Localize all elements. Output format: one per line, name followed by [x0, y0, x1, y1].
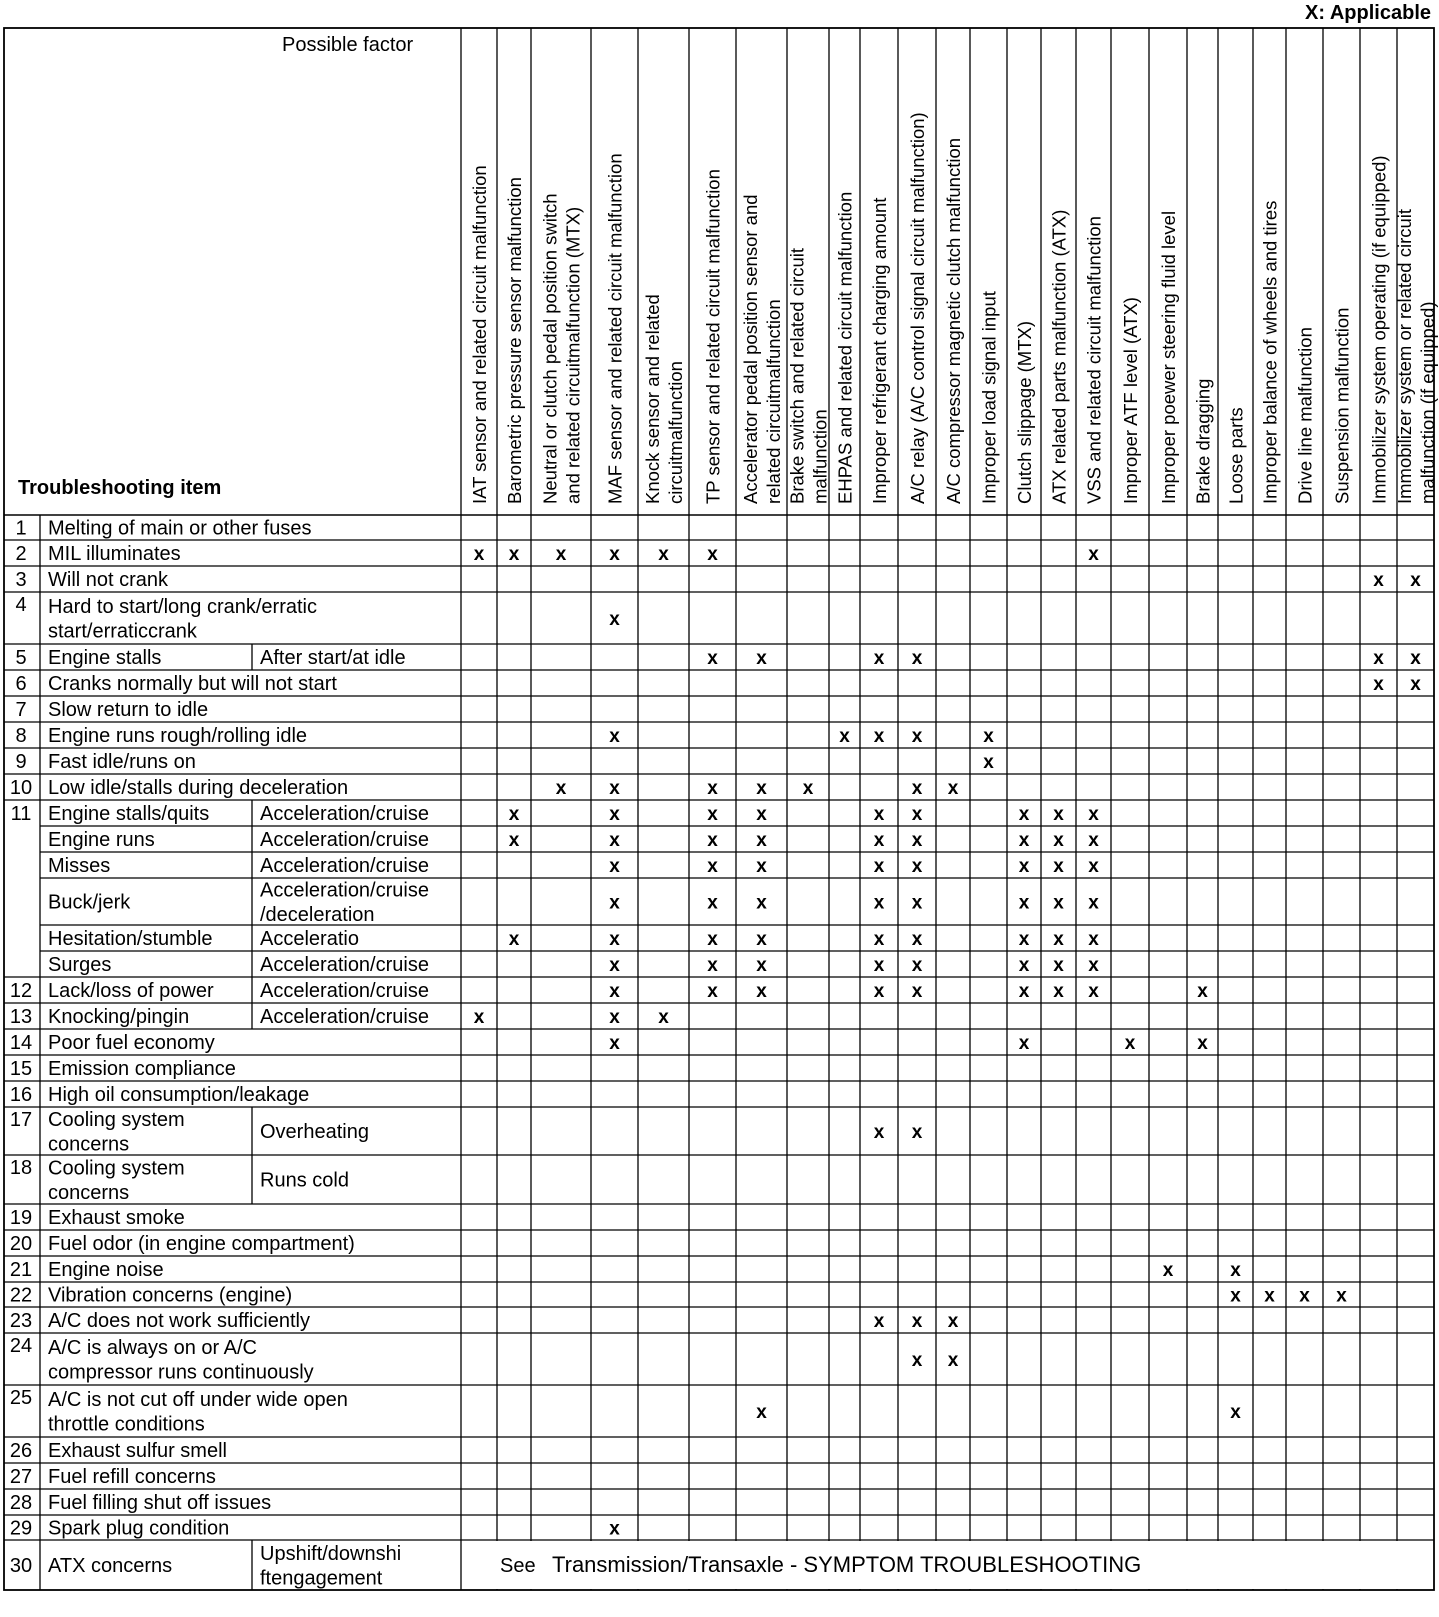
- troubleshooting-item: Knocking/pingin: [48, 1006, 190, 1028]
- factor-header: Improper ATF level (ATX): [1120, 297, 1141, 504]
- applicable-mark: x: [1373, 570, 1384, 591]
- row-number: 5: [15, 647, 27, 669]
- applicable-mark: x: [911, 804, 923, 825]
- applicable-mark: x: [983, 726, 994, 747]
- applicable-mark: x: [911, 1311, 923, 1332]
- applicable-mark: x: [1373, 648, 1384, 669]
- factor-header: VSS and related circuit malfunction: [1083, 216, 1105, 504]
- applicable-mark: x: [873, 981, 885, 1002]
- applicable-mark: x: [555, 778, 567, 799]
- row-number: 30: [9, 1555, 33, 1577]
- applicable-mark: x: [1088, 981, 1099, 1002]
- applicable-mark: x: [911, 1122, 923, 1143]
- applicable-mark: x: [473, 1007, 485, 1028]
- applicable-mark: x: [1018, 856, 1030, 877]
- applicable-mark: x: [756, 648, 767, 669]
- condition-text: Acceleration/cruise: [260, 879, 429, 902]
- applicable-mark: x: [609, 955, 620, 976]
- troubleshooting-item: throttle conditions: [48, 1413, 205, 1436]
- applicable-mark: x: [911, 929, 923, 950]
- factor-header: Drive line malfunction: [1294, 327, 1316, 504]
- applicable-mark: x: [1088, 544, 1099, 565]
- troubleshooting-item: Fuel refill concerns: [48, 1466, 216, 1488]
- applicable-mark: x: [1197, 1033, 1208, 1054]
- factor-header: malfunction (if equipped): [1417, 301, 1438, 504]
- factor-header: Brake switch and related circuit: [786, 247, 808, 504]
- factor-header: Improper poewer steering fluid level: [1158, 210, 1179, 504]
- troubleshooting-item: A/C is not cut off under wide open: [48, 1388, 348, 1411]
- troubleshooting-item: Hard to start/long crank/erratic: [48, 595, 317, 618]
- row-number: 3: [15, 569, 27, 591]
- applicable-mark: x: [508, 830, 520, 851]
- applicable-mark: x: [1088, 856, 1099, 877]
- row-number: 6: [15, 673, 27, 695]
- troubleshooting-item: Buck/jerk: [48, 891, 131, 914]
- applicable-mark: x: [609, 778, 620, 799]
- factor-header: Loose parts: [1225, 407, 1247, 504]
- applicable-mark: x: [911, 830, 923, 851]
- applicable-mark: x: [609, 1033, 620, 1054]
- row-number: 25: [9, 1387, 33, 1409]
- factor-header: Improper refrigerant charging amount: [869, 197, 890, 504]
- applicable-mark: x: [707, 981, 718, 1002]
- applicable-mark: x: [1124, 1033, 1136, 1054]
- troubleshooting-item: Fuel filling shut off issues: [48, 1492, 272, 1514]
- row-number: 19: [9, 1207, 33, 1229]
- factor-header: TP sensor and related circuit malfunction: [702, 169, 724, 504]
- row-number: 14: [9, 1032, 33, 1054]
- factor-header: Suspension malfunction: [1331, 307, 1353, 504]
- row-number: 7: [15, 699, 27, 721]
- factor-header: Knock sensor and related: [642, 294, 663, 504]
- row-number: 20: [9, 1233, 33, 1255]
- applicable-mark: x: [756, 778, 767, 799]
- factor-header: Brake dragging: [1192, 378, 1214, 504]
- applicable-mark: x: [1018, 804, 1030, 825]
- applicable-mark: x: [1053, 955, 1064, 976]
- applicable-mark: x: [1053, 856, 1064, 877]
- applicable-mark: x: [609, 1518, 620, 1540]
- troubleshooting-item: Fuel odor (in engine compartment): [48, 1233, 355, 1255]
- factor-header: malfunction: [809, 409, 831, 504]
- applicable-mark: x: [609, 1007, 620, 1028]
- applicable-mark: x: [911, 955, 923, 976]
- legend-applicable: X: Applicable: [1305, 2, 1431, 24]
- condition-text: /deceleration: [260, 903, 375, 926]
- factor-header: Improper balance of wheels and tires: [1259, 200, 1281, 504]
- applicable-mark: x: [1410, 570, 1421, 591]
- applicable-mark: x: [1088, 830, 1099, 851]
- factor-header: MAF sensor and related circuit malfunction: [604, 153, 626, 504]
- applicable-mark: x: [756, 830, 767, 851]
- row-number: 17: [9, 1109, 33, 1131]
- applicable-mark: x: [1230, 1285, 1241, 1307]
- applicable-mark: x: [555, 544, 567, 565]
- applicable-mark: x: [707, 955, 718, 976]
- troubleshooting-item: Engine noise: [48, 1259, 164, 1281]
- row-number: 15: [9, 1058, 33, 1080]
- applicable-mark: x: [947, 1311, 959, 1332]
- applicable-mark: x: [873, 1311, 885, 1332]
- row-number: 10: [9, 777, 33, 799]
- applicable-mark: x: [873, 804, 885, 825]
- condition-text: ftengagement: [260, 1567, 383, 1590]
- applicable-mark: x: [508, 804, 520, 825]
- factor-header: Immobilizer system or related circuit: [1394, 208, 1415, 504]
- applicable-mark: x: [756, 929, 767, 950]
- troubleshooting-item: Melting of main or other fuses: [48, 517, 312, 540]
- troubleshooting-item: Misses: [48, 855, 111, 877]
- row-number: 24: [9, 1335, 33, 1357]
- troubleshooting-item: Hesitation/stumble: [48, 928, 213, 950]
- applicable-mark: x: [508, 544, 520, 565]
- troubleshooting-item: Emission compliance: [48, 1058, 236, 1080]
- applicable-mark: x: [1018, 892, 1030, 914]
- row-number: 1: [15, 517, 27, 540]
- troubleshooting-item: Exhaust sulfur smell: [48, 1440, 227, 1462]
- row-number: 26: [9, 1440, 33, 1462]
- applicable-mark: x: [609, 544, 620, 565]
- troubleshooting-item: ATX concerns: [48, 1555, 173, 1577]
- troubleshooting-item: Cranks normally but will not start: [48, 673, 337, 695]
- row-number: 16: [9, 1084, 33, 1106]
- troubleshooting-item: Will not crank: [48, 569, 169, 591]
- condition-text: Acceleration/cruise: [260, 855, 429, 877]
- applicable-mark: x: [1373, 674, 1384, 695]
- row-number: 18: [9, 1157, 33, 1179]
- applicable-mark: x: [609, 609, 620, 630]
- troubleshooting-item: Engine stalls/quits: [48, 803, 210, 825]
- applicable-mark: x: [609, 830, 620, 851]
- row-number: 4: [15, 594, 27, 616]
- condition-text: Overheating: [260, 1121, 369, 1143]
- applicable-mark: x: [873, 1122, 885, 1143]
- row-number: 2: [15, 543, 27, 565]
- factor-header: related circuitmalfunction: [763, 299, 784, 504]
- applicable-mark: x: [1336, 1285, 1347, 1307]
- applicable-mark: x: [658, 544, 669, 565]
- applicable-mark: x: [1264, 1285, 1275, 1307]
- factor-header: ATX related parts malfunction (ATX): [1048, 209, 1070, 504]
- applicable-mark: x: [707, 892, 718, 914]
- factor-header: Immobilizer system operating (if equipped): [1368, 155, 1390, 504]
- factor-header: Improper load signal input: [978, 291, 1000, 504]
- applicable-mark: x: [609, 929, 620, 950]
- factor-header: Clutch slippage (MTX): [1014, 320, 1035, 504]
- troubleshooting-item: A/C does not work sufficiently: [48, 1310, 310, 1332]
- applicable-mark: x: [873, 726, 885, 747]
- applicable-mark: x: [873, 830, 885, 851]
- applicable-mark: x: [707, 778, 718, 799]
- troubleshooting-item: Surges: [48, 954, 112, 976]
- condition-text: Runs cold: [260, 1169, 349, 1192]
- applicable-mark: x: [707, 856, 718, 877]
- factor-header: Barometric pressure sensor malfunction: [504, 177, 525, 504]
- applicable-mark: x: [1088, 892, 1099, 914]
- applicable-mark: x: [1018, 955, 1030, 976]
- row-number: 29: [9, 1517, 33, 1540]
- troubleshooting-item: Engine runs: [48, 829, 155, 851]
- troubleshooting-item: Engine runs rough/rolling idle: [48, 725, 308, 747]
- applicable-mark: x: [756, 804, 767, 825]
- applicable-mark: x: [1018, 929, 1030, 950]
- applicable-mark: x: [911, 981, 923, 1002]
- applicable-mark: x: [707, 929, 718, 950]
- applicable-mark: x: [1088, 804, 1099, 825]
- applicable-mark: x: [756, 981, 767, 1002]
- troubleshooting-item: Poor fuel economy: [48, 1032, 215, 1054]
- applicable-mark: x: [707, 544, 718, 565]
- row-number: 27: [9, 1466, 33, 1488]
- condition-text: Acceleration/cruise: [260, 954, 429, 976]
- applicable-mark: x: [1230, 1260, 1241, 1281]
- row-number: 28: [9, 1492, 33, 1514]
- applicable-mark: x: [609, 981, 620, 1002]
- applicable-mark: x: [1053, 892, 1064, 914]
- applicable-mark: x: [873, 856, 885, 877]
- applicable-mark: x: [947, 778, 959, 799]
- row-number: 21: [9, 1259, 33, 1281]
- applicable-mark: x: [707, 830, 718, 851]
- factor-header: Accelerator pedal position sensor and: [740, 194, 761, 504]
- applicable-mark: x: [609, 856, 620, 877]
- applicable-mark: x: [1018, 830, 1030, 851]
- condition-text: After start/at idle: [260, 647, 406, 669]
- applicable-mark: x: [911, 648, 923, 669]
- row-number: 22: [9, 1284, 33, 1307]
- applicable-mark: x: [508, 929, 520, 950]
- condition-text: Acceleration/cruise: [260, 980, 429, 1002]
- applicable-mark: x: [1018, 1033, 1030, 1054]
- see-label: See: [500, 1555, 536, 1577]
- applicable-mark: x: [1053, 981, 1064, 1002]
- row-number: 23: [9, 1310, 33, 1332]
- applicable-mark: x: [839, 726, 850, 747]
- applicable-mark: x: [658, 1007, 669, 1028]
- factor-header: Neutral or clutch pedal position switch: [539, 193, 561, 504]
- applicable-mark: x: [707, 804, 718, 825]
- applicable-mark: x: [983, 752, 994, 773]
- applicable-mark: x: [1053, 830, 1064, 851]
- troubleshooting-item: Engine stalls: [48, 647, 162, 669]
- troubleshooting-item: Low idle/stalls during deceleration: [48, 777, 349, 799]
- condition-text: Acceleration/cruise: [260, 803, 429, 825]
- applicable-mark: x: [911, 778, 923, 799]
- applicable-mark: x: [802, 778, 814, 799]
- applicable-mark: x: [873, 929, 885, 950]
- factor-header: A/C compressor magnetic clutch malfunction: [943, 137, 964, 504]
- troubleshooting-item: Spark plug condition: [48, 1517, 230, 1540]
- applicable-mark: x: [911, 726, 923, 747]
- row-number: 8: [15, 725, 27, 747]
- condition-text: Acceleratio: [260, 928, 359, 950]
- applicable-mark: x: [911, 892, 923, 914]
- applicable-mark: x: [609, 726, 620, 747]
- troubleshooting-item: Cooling system: [48, 1157, 185, 1180]
- troubleshooting-item: concerns: [48, 1181, 130, 1204]
- applicable-mark: x: [1410, 648, 1421, 669]
- troubleshooting-item: Fast idle/runs on: [48, 751, 196, 773]
- troubleshooting-item: Vibration concerns (engine): [48, 1284, 293, 1307]
- troubleshooting-item: concerns: [48, 1133, 130, 1156]
- applicable-mark: x: [1088, 929, 1099, 950]
- applicable-mark: x: [1018, 981, 1030, 1002]
- applicable-mark: x: [873, 955, 885, 976]
- applicable-mark: x: [911, 856, 923, 877]
- row-number: 11: [10, 803, 32, 825]
- applicable-mark: x: [911, 1350, 923, 1371]
- factor-header: and related circuitmalfunction (MTX): [562, 206, 584, 504]
- applicable-mark: x: [473, 544, 485, 565]
- condition-text: Acceleration/cruise: [260, 829, 429, 851]
- row-number: 9: [15, 751, 27, 773]
- applicable-mark: x: [1053, 804, 1064, 825]
- applicable-mark: x: [707, 648, 718, 669]
- row-number: 13: [9, 1006, 33, 1028]
- applicable-mark: x: [756, 1402, 767, 1423]
- factor-header: A/C relay (A/C control signal circuit malfunction): [907, 112, 928, 504]
- factor-header: EHPAS and related circuit malfunction: [834, 191, 856, 504]
- see-reference: Transmission/Transaxle - SYMPTOM TROUBLESHOOTING: [552, 1552, 1142, 1577]
- factor-header: IAT sensor and related circuit malfunction: [469, 165, 490, 504]
- troubleshooting-item-label: Troubleshooting item: [18, 477, 222, 499]
- applicable-mark: x: [756, 856, 767, 877]
- troubleshooting-item: Cooling system: [48, 1108, 185, 1131]
- applicable-mark: x: [873, 892, 885, 914]
- applicable-mark: x: [873, 648, 885, 669]
- applicable-mark: x: [609, 804, 620, 825]
- applicable-mark: x: [1230, 1402, 1241, 1423]
- troubleshooting-item: MIL illuminates: [48, 543, 181, 565]
- row-number: 12: [9, 980, 33, 1002]
- factor-header: circuitmalfunction: [665, 361, 686, 504]
- troubleshooting-item: compressor runs continuously: [48, 1361, 314, 1384]
- applicable-mark: x: [1162, 1260, 1174, 1281]
- troubleshooting-item: Lack/loss of power: [48, 980, 214, 1002]
- applicable-mark: x: [1088, 955, 1099, 976]
- condition-text: Acceleration/cruise: [260, 1006, 429, 1028]
- troubleshooting-item: A/C is always on or A/C: [48, 1336, 257, 1359]
- applicable-mark: x: [756, 892, 767, 914]
- applicable-mark: x: [756, 955, 767, 976]
- applicable-mark: x: [1299, 1285, 1310, 1307]
- applicable-mark: x: [1197, 981, 1208, 1002]
- troubleshooting-item: High oil consumption/leakage: [48, 1084, 310, 1106]
- troubleshooting-item: Exhaust smoke: [48, 1207, 185, 1229]
- applicable-mark: x: [1410, 674, 1421, 695]
- condition-text: Upshift/downshi: [260, 1542, 402, 1565]
- possible-factor-label: Possible factor: [282, 34, 414, 56]
- applicable-mark: x: [609, 892, 620, 914]
- troubleshooting-item: start/erraticcrank: [48, 620, 197, 643]
- applicable-mark: x: [947, 1350, 959, 1371]
- troubleshooting-item: Slow return to idle: [48, 699, 209, 721]
- applicable-mark: x: [1053, 929, 1064, 950]
